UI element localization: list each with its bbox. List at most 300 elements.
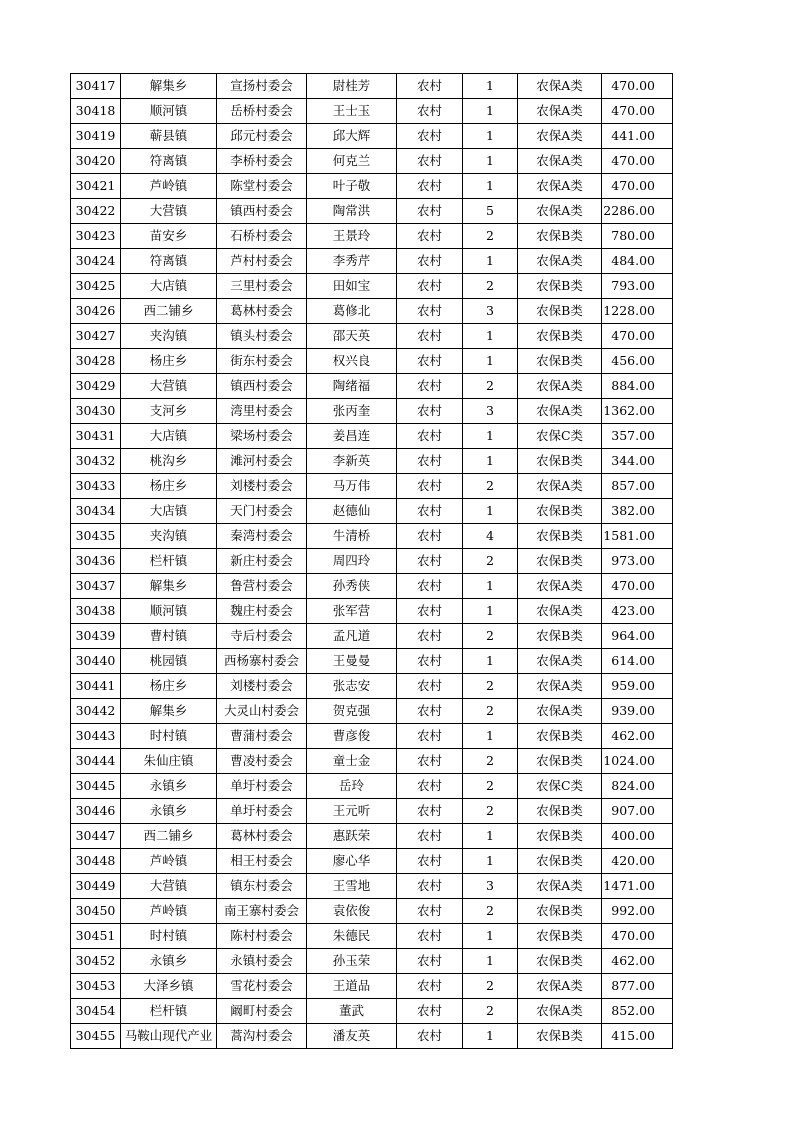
cell-area-type: 农村 [397, 1024, 463, 1049]
cell-amount: 1024.00 [602, 749, 673, 774]
cell-village-committee: 寺后村委会 [217, 624, 307, 649]
cell-village-committee: 秦湾村委会 [217, 524, 307, 549]
cell-area-type: 农村 [397, 224, 463, 249]
cell-amount: 877.00 [602, 974, 673, 999]
cell-record-id: 30443 [71, 724, 121, 749]
cell-amount: 470.00 [602, 99, 673, 124]
table-row [71, 74, 673, 99]
cell-amount: 470.00 [602, 324, 673, 349]
cell-record-id: 30441 [71, 674, 121, 699]
cell-amount: 614.00 [602, 649, 673, 674]
table-row [71, 599, 673, 624]
cell-household-size: 1 [463, 574, 518, 599]
cell-village-committee: 曹凌村委会 [217, 749, 307, 774]
cell-amount: 415.00 [602, 1024, 673, 1049]
table-body [71, 74, 673, 1049]
cell-recipient-name: 叶子敬 [307, 174, 397, 199]
cell-area-type: 农村 [397, 699, 463, 724]
cell-recipient-name: 牛清桥 [307, 524, 397, 549]
cell-insurance-category: 农保A类 [518, 149, 602, 174]
cell-area-type: 农村 [397, 74, 463, 99]
cell-amount: 939.00 [602, 699, 673, 724]
cell-recipient-name: 邱大辉 [307, 124, 397, 149]
cell-household-size: 2 [463, 224, 518, 249]
cell-area-type: 农村 [397, 249, 463, 274]
cell-village-committee: 蒿沟村委会 [217, 1024, 307, 1049]
cell-amount: 462.00 [602, 949, 673, 974]
cell-record-id: 30427 [71, 324, 121, 349]
cell-area-type: 农村 [397, 749, 463, 774]
cell-insurance-category: 农保A类 [518, 99, 602, 124]
cell-area-type: 农村 [397, 724, 463, 749]
cell-township: 解集乡 [121, 574, 217, 599]
cell-amount: 357.00 [602, 424, 673, 449]
cell-village-committee: 三里村委会 [217, 274, 307, 299]
cell-village-committee: 葛林村委会 [217, 824, 307, 849]
cell-area-type: 农村 [397, 324, 463, 349]
cell-amount: 780.00 [602, 224, 673, 249]
cell-village-committee: 街东村委会 [217, 349, 307, 374]
cell-insurance-category: 农保A类 [518, 599, 602, 624]
cell-area-type: 农村 [397, 349, 463, 374]
cell-village-committee: 李桥村委会 [217, 149, 307, 174]
cell-household-size: 2 [463, 774, 518, 799]
cell-recipient-name: 孙玉荣 [307, 949, 397, 974]
cell-township: 芦岭镇 [121, 174, 217, 199]
cell-recipient-name: 董武 [307, 999, 397, 1024]
cell-amount: 441.00 [602, 124, 673, 149]
cell-household-size: 1 [463, 849, 518, 874]
cell-record-id: 30448 [71, 849, 121, 874]
cell-area-type: 农村 [397, 849, 463, 874]
cell-household-size: 2 [463, 899, 518, 924]
cell-insurance-category: 农保B类 [518, 924, 602, 949]
table-row [71, 649, 673, 674]
cell-area-type: 农村 [397, 949, 463, 974]
table-row [71, 324, 673, 349]
cell-township: 桃园镇 [121, 649, 217, 674]
cell-recipient-name: 贺克强 [307, 699, 397, 724]
cell-recipient-name: 袁依俊 [307, 899, 397, 924]
cell-insurance-category: 农保B类 [518, 299, 602, 324]
cell-insurance-category: 农保A类 [518, 699, 602, 724]
cell-recipient-name: 张志安 [307, 674, 397, 699]
cell-amount: 1228.00 [602, 299, 673, 324]
cell-township: 马鞍山现代产业 [121, 1024, 217, 1049]
cell-record-id: 30454 [71, 999, 121, 1024]
cell-village-committee: 相王村委会 [217, 849, 307, 874]
table-row [71, 99, 673, 124]
cell-township: 大营镇 [121, 374, 217, 399]
table-row [71, 999, 673, 1024]
table-row [71, 749, 673, 774]
cell-household-size: 2 [463, 274, 518, 299]
cell-insurance-category: 农保A类 [518, 674, 602, 699]
cell-amount: 420.00 [602, 849, 673, 874]
cell-insurance-category: 农保A类 [518, 174, 602, 199]
cell-village-committee: 镇西村委会 [217, 374, 307, 399]
cell-area-type: 农村 [397, 599, 463, 624]
cell-record-id: 30449 [71, 874, 121, 899]
cell-insurance-category: 农保A类 [518, 999, 602, 1024]
cell-insurance-category: 农保A类 [518, 574, 602, 599]
cell-area-type: 农村 [397, 499, 463, 524]
cell-township: 杨庄乡 [121, 674, 217, 699]
table-row [71, 199, 673, 224]
table-row [71, 1024, 673, 1049]
cell-record-id: 30445 [71, 774, 121, 799]
cell-township: 永镇乡 [121, 799, 217, 824]
cell-recipient-name: 王雪地 [307, 874, 397, 899]
cell-amount: 344.00 [602, 449, 673, 474]
cell-amount: 423.00 [602, 599, 673, 624]
cell-insurance-category: 农保B类 [518, 449, 602, 474]
cell-area-type: 农村 [397, 399, 463, 424]
cell-insurance-category: 农保B类 [518, 524, 602, 549]
cell-recipient-name: 王景玲 [307, 224, 397, 249]
cell-amount: 852.00 [602, 999, 673, 1024]
cell-household-size: 1 [463, 99, 518, 124]
cell-record-id: 30435 [71, 524, 121, 549]
cell-amount: 484.00 [602, 249, 673, 274]
table-row [71, 274, 673, 299]
cell-township: 大店镇 [121, 499, 217, 524]
cell-insurance-category: 农保B类 [518, 499, 602, 524]
cell-insurance-category: 农保A类 [518, 249, 602, 274]
cell-record-id: 30440 [71, 649, 121, 674]
cell-township: 大店镇 [121, 274, 217, 299]
cell-area-type: 农村 [397, 374, 463, 399]
cell-amount: 973.00 [602, 549, 673, 574]
cell-recipient-name: 孙秀侠 [307, 574, 397, 599]
cell-household-size: 1 [463, 949, 518, 974]
cell-recipient-name: 王道品 [307, 974, 397, 999]
table-row [71, 824, 673, 849]
cell-recipient-name: 陶绪福 [307, 374, 397, 399]
cell-township: 杨庄乡 [121, 474, 217, 499]
cell-recipient-name: 马万伟 [307, 474, 397, 499]
cell-township: 朱仙庄镇 [121, 749, 217, 774]
table-row [71, 924, 673, 949]
cell-village-committee: 鲁营村委会 [217, 574, 307, 599]
cell-insurance-category: 农保B类 [518, 1024, 602, 1049]
cell-amount: 884.00 [602, 374, 673, 399]
cell-recipient-name: 童士金 [307, 749, 397, 774]
cell-area-type: 农村 [397, 574, 463, 599]
cell-household-size: 5 [463, 199, 518, 224]
table-row [71, 449, 673, 474]
cell-village-committee: 刘楼村委会 [217, 474, 307, 499]
cell-amount: 959.00 [602, 674, 673, 699]
cell-village-committee: 曹蒲村委会 [217, 724, 307, 749]
cell-township: 苗安乡 [121, 224, 217, 249]
cell-insurance-category: 农保C类 [518, 774, 602, 799]
cell-household-size: 1 [463, 424, 518, 449]
cell-household-size: 3 [463, 874, 518, 899]
cell-insurance-category: 农保A类 [518, 199, 602, 224]
cell-insurance-category: 农保A类 [518, 74, 602, 99]
table-row [71, 724, 673, 749]
cell-village-committee: 南王寨村委会 [217, 899, 307, 924]
cell-village-committee: 单圩村委会 [217, 799, 307, 824]
cell-household-size: 4 [463, 524, 518, 549]
cell-record-id: 30431 [71, 424, 121, 449]
cell-record-id: 30453 [71, 974, 121, 999]
cell-insurance-category: 农保A类 [518, 399, 602, 424]
cell-household-size: 2 [463, 674, 518, 699]
cell-area-type: 农村 [397, 774, 463, 799]
cell-township: 西二铺乡 [121, 824, 217, 849]
cell-amount: 400.00 [602, 824, 673, 849]
cell-recipient-name: 姜昌连 [307, 424, 397, 449]
table-row [71, 674, 673, 699]
cell-record-id: 30442 [71, 699, 121, 724]
table-row [71, 899, 673, 924]
cell-record-id: 30437 [71, 574, 121, 599]
cell-insurance-category: 农保B类 [518, 324, 602, 349]
cell-household-size: 2 [463, 549, 518, 574]
table-row [71, 574, 673, 599]
cell-recipient-name: 权兴良 [307, 349, 397, 374]
cell-insurance-category: 农保A类 [518, 974, 602, 999]
cell-recipient-name: 岳玲 [307, 774, 397, 799]
cell-record-id: 30438 [71, 599, 121, 624]
cell-area-type: 农村 [397, 899, 463, 924]
cell-village-committee: 阚町村委会 [217, 999, 307, 1024]
cell-area-type: 农村 [397, 149, 463, 174]
cell-insurance-category: 农保A类 [518, 374, 602, 399]
cell-area-type: 农村 [397, 674, 463, 699]
cell-township: 时村镇 [121, 924, 217, 949]
table-row [71, 524, 673, 549]
cell-amount: 470.00 [602, 149, 673, 174]
cell-household-size: 1 [463, 649, 518, 674]
cell-township: 顺河镇 [121, 599, 217, 624]
cell-township: 大店镇 [121, 424, 217, 449]
cell-record-id: 30419 [71, 124, 121, 149]
table-row [71, 124, 673, 149]
cell-area-type: 农村 [397, 549, 463, 574]
cell-recipient-name: 朱德民 [307, 924, 397, 949]
cell-household-size: 1 [463, 249, 518, 274]
cell-insurance-category: 农保B类 [518, 899, 602, 924]
cell-township: 大营镇 [121, 874, 217, 899]
cell-insurance-category: 农保B类 [518, 824, 602, 849]
cell-village-committee: 石桥村委会 [217, 224, 307, 249]
cell-record-id: 30446 [71, 799, 121, 824]
table-row [71, 349, 673, 374]
cell-township: 芦岭镇 [121, 849, 217, 874]
cell-insurance-category: 农保B类 [518, 724, 602, 749]
cell-township: 时村镇 [121, 724, 217, 749]
cell-record-id: 30418 [71, 99, 121, 124]
cell-household-size: 1 [463, 824, 518, 849]
cell-village-committee: 芦村村委会 [217, 249, 307, 274]
cell-village-committee: 雪花村委会 [217, 974, 307, 999]
cell-township: 西二铺乡 [121, 299, 217, 324]
cell-insurance-category: 农保B类 [518, 274, 602, 299]
table-row [71, 249, 673, 274]
table-row [71, 874, 673, 899]
table-row [71, 174, 673, 199]
cell-recipient-name: 葛修北 [307, 299, 397, 324]
cell-recipient-name: 潘友英 [307, 1024, 397, 1049]
cell-household-size: 1 [463, 149, 518, 174]
cell-amount: 2286.00 [602, 199, 673, 224]
cell-township: 杨庄乡 [121, 349, 217, 374]
table-row [71, 299, 673, 324]
cell-household-size: 1 [463, 924, 518, 949]
cell-record-id: 30424 [71, 249, 121, 274]
cell-recipient-name: 王士玉 [307, 99, 397, 124]
cell-area-type: 农村 [397, 799, 463, 824]
cell-record-id: 30430 [71, 399, 121, 424]
cell-recipient-name: 李新英 [307, 449, 397, 474]
cell-amount: 462.00 [602, 724, 673, 749]
cell-insurance-category: 农保B类 [518, 549, 602, 574]
cell-village-committee: 梁场村委会 [217, 424, 307, 449]
cell-household-size: 2 [463, 699, 518, 724]
cell-area-type: 农村 [397, 299, 463, 324]
cell-insurance-category: 农保A类 [518, 474, 602, 499]
cell-area-type: 农村 [397, 174, 463, 199]
cell-household-size: 3 [463, 299, 518, 324]
cell-area-type: 农村 [397, 624, 463, 649]
cell-amount: 1362.00 [602, 399, 673, 424]
cell-township: 大营镇 [121, 199, 217, 224]
cell-village-committee: 宣扬村委会 [217, 74, 307, 99]
cell-record-id: 30436 [71, 549, 121, 574]
cell-recipient-name: 张丙奎 [307, 399, 397, 424]
cell-village-committee: 单圩村委会 [217, 774, 307, 799]
cell-area-type: 农村 [397, 924, 463, 949]
cell-village-committee: 岳桥村委会 [217, 99, 307, 124]
cell-amount: 470.00 [602, 574, 673, 599]
cell-record-id: 30428 [71, 349, 121, 374]
cell-record-id: 30417 [71, 74, 121, 99]
cell-household-size: 1 [463, 724, 518, 749]
cell-record-id: 30422 [71, 199, 121, 224]
cell-record-id: 30426 [71, 299, 121, 324]
cell-recipient-name: 田如宝 [307, 274, 397, 299]
cell-recipient-name: 王曼曼 [307, 649, 397, 674]
cell-area-type: 农村 [397, 874, 463, 899]
cell-area-type: 农村 [397, 474, 463, 499]
cell-household-size: 2 [463, 374, 518, 399]
cell-area-type: 农村 [397, 649, 463, 674]
table-row [71, 624, 673, 649]
cell-township: 蕲县镇 [121, 124, 217, 149]
cell-township: 永镇乡 [121, 949, 217, 974]
cell-village-committee: 陈村村委会 [217, 924, 307, 949]
cell-household-size: 2 [463, 799, 518, 824]
cell-township: 大泽乡镇 [121, 974, 217, 999]
cell-village-committee: 镇东村委会 [217, 874, 307, 899]
table-row [71, 149, 673, 174]
cell-village-committee: 陈堂村委会 [217, 174, 307, 199]
cell-village-committee: 邱元村委会 [217, 124, 307, 149]
table-row [71, 424, 673, 449]
table-row [71, 849, 673, 874]
cell-record-id: 30455 [71, 1024, 121, 1049]
cell-recipient-name: 何克兰 [307, 149, 397, 174]
cell-record-id: 30434 [71, 499, 121, 524]
cell-recipient-name: 曹彦俊 [307, 724, 397, 749]
cell-area-type: 农村 [397, 449, 463, 474]
cell-recipient-name: 周四玲 [307, 549, 397, 574]
cell-insurance-category: 农保A类 [518, 874, 602, 899]
cell-recipient-name: 孟凡道 [307, 624, 397, 649]
cell-recipient-name: 张军营 [307, 599, 397, 624]
cell-township: 解集乡 [121, 699, 217, 724]
cell-recipient-name: 尉桂芳 [307, 74, 397, 99]
table-row [71, 799, 673, 824]
cell-village-committee: 镇西村委会 [217, 199, 307, 224]
cell-township: 桃沟乡 [121, 449, 217, 474]
cell-insurance-category: 农保A类 [518, 124, 602, 149]
cell-record-id: 30425 [71, 274, 121, 299]
cell-record-id: 30452 [71, 949, 121, 974]
cell-household-size: 1 [463, 1024, 518, 1049]
cell-insurance-category: 农保B类 [518, 349, 602, 374]
cell-record-id: 30450 [71, 899, 121, 924]
cell-village-committee: 天门村委会 [217, 499, 307, 524]
cell-village-committee: 镇头村委会 [217, 324, 307, 349]
cell-township: 曹村镇 [121, 624, 217, 649]
cell-insurance-category: 农保B类 [518, 224, 602, 249]
table-row [71, 974, 673, 999]
cell-township: 支河乡 [121, 399, 217, 424]
cell-area-type: 农村 [397, 274, 463, 299]
cell-village-committee: 滩河村委会 [217, 449, 307, 474]
table-row [71, 474, 673, 499]
cell-insurance-category: 农保B类 [518, 849, 602, 874]
cell-recipient-name: 陶常洪 [307, 199, 397, 224]
cell-area-type: 农村 [397, 974, 463, 999]
cell-household-size: 2 [463, 974, 518, 999]
cell-amount: 456.00 [602, 349, 673, 374]
cell-area-type: 农村 [397, 999, 463, 1024]
cell-insurance-category: 农保B类 [518, 749, 602, 774]
cell-amount: 470.00 [602, 174, 673, 199]
cell-amount: 857.00 [602, 474, 673, 499]
cell-household-size: 1 [463, 124, 518, 149]
cell-amount: 907.00 [602, 799, 673, 824]
cell-amount: 992.00 [602, 899, 673, 924]
relief-roster-table [70, 73, 673, 1049]
cell-township: 符离镇 [121, 249, 217, 274]
cell-recipient-name: 邵天英 [307, 324, 397, 349]
cell-recipient-name: 惠跃荣 [307, 824, 397, 849]
table-row [71, 399, 673, 424]
cell-village-committee: 刘楼村委会 [217, 674, 307, 699]
cell-record-id: 30421 [71, 174, 121, 199]
cell-household-size: 1 [463, 74, 518, 99]
table-row [71, 699, 673, 724]
cell-township: 栏杆镇 [121, 999, 217, 1024]
cell-household-size: 1 [463, 449, 518, 474]
cell-household-size: 2 [463, 749, 518, 774]
cell-township: 永镇乡 [121, 774, 217, 799]
cell-record-id: 30433 [71, 474, 121, 499]
cell-household-size: 3 [463, 399, 518, 424]
cell-amount: 964.00 [602, 624, 673, 649]
cell-township: 芦岭镇 [121, 899, 217, 924]
cell-record-id: 30444 [71, 749, 121, 774]
cell-record-id: 30432 [71, 449, 121, 474]
cell-township: 夹沟镇 [121, 324, 217, 349]
cell-village-committee: 西杨寨村委会 [217, 649, 307, 674]
